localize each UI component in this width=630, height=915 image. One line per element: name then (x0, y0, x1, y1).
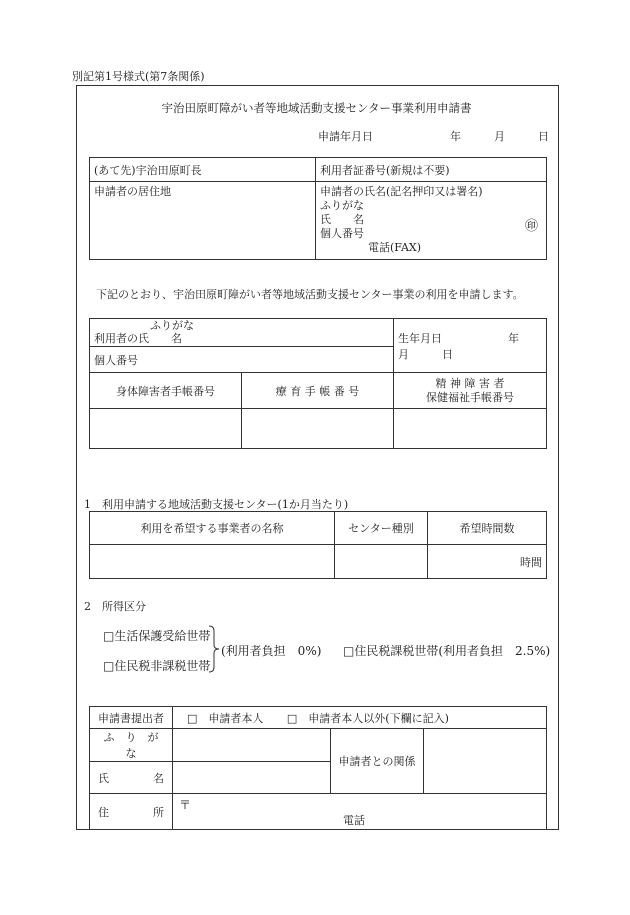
option-welfare-household[interactable]: □生活保護受給世帯 (103, 629, 211, 643)
submitter-choices (173, 707, 547, 729)
section2-heading: 2 所得区分 (84, 600, 146, 613)
user-name-label: 利用者の氏 名 (94, 332, 182, 345)
center-type-cell[interactable] (335, 545, 428, 579)
user-info-table (89, 318, 552, 449)
seal-mark: ㊞ (524, 219, 538, 234)
provider-name-cell[interactable] (90, 545, 335, 579)
section1-heading: 1 利用申請する地域活動支援センター(1か月当たり) (84, 498, 349, 511)
rehab-handbook-number-cell[interactable] (242, 409, 394, 449)
relation-label: 申請者との関係 (331, 729, 424, 794)
option-taxed-household[interactable]: □住民税課税世帯(利用者負担 2.5%) (343, 644, 551, 658)
form-title: 宇治田原町障がい者等地域活動支援センター事業利用申請書 (161, 101, 472, 115)
rehab-handbook-header: 療 育 手 帳 番 号 (242, 373, 394, 409)
bracket-shape (208, 625, 220, 673)
user-certificate-number[interactable] (316, 158, 547, 182)
option-nontaxed-household[interactable]: □住民税非課税世帯 (103, 659, 211, 673)
physical-disability-header: 身体障害者手帳番号 (90, 373, 242, 409)
user-personal-number-label: 個人番号 (94, 353, 138, 367)
submitter-address-label: 住 所 (90, 794, 173, 830)
choice-applicant-self[interactable]: □ 申請者本人 (187, 711, 264, 725)
applicant-table (89, 157, 547, 260)
form-reference: 別記第1号様式(第7条関係) (72, 70, 205, 83)
birth-date-label: 生年月日 年 月 日 (398, 331, 552, 361)
desired-hours-cell[interactable] (428, 545, 547, 579)
center-table (89, 511, 547, 579)
submitter-table (89, 706, 547, 830)
submitter-furigana-cell[interactable] (173, 729, 331, 762)
center-type-header: センター種別 (335, 512, 428, 545)
hours-unit: 時間 (520, 555, 542, 569)
applicant-name-cell[interactable] (316, 182, 547, 260)
choice-other-person[interactable]: □ 申請者本人以外(下欄に記入) (286, 711, 449, 725)
residence-cell[interactable] (90, 182, 316, 260)
relation-cell[interactable] (424, 729, 547, 794)
user-furigana-label: ふりがな (150, 319, 194, 332)
provider-name-header: 利用を希望する事業者の名称 (90, 512, 335, 545)
user-certificate-label: 利用者証番号(新規は不要) (320, 163, 450, 177)
mental-health-handbook-header (394, 373, 547, 409)
residence-label: 申請者の居住地 (94, 185, 171, 198)
submitter-address-cell[interactable] (173, 794, 547, 830)
submitter-furigana-label: ふ り が な (90, 729, 173, 762)
postal-mark: 〒 (179, 798, 192, 812)
submitter-name-cell[interactable] (173, 762, 331, 794)
phone-fax-label: 電話(FAX) (368, 241, 422, 254)
name-label: 氏 名 (320, 213, 364, 226)
mental-health-number-cell[interactable] (394, 409, 547, 449)
physical-disability-number-cell[interactable] (90, 409, 242, 449)
addressee: (あて先)宇治田原町長 (90, 158, 316, 182)
user-personal-number-cell[interactable] (90, 347, 394, 373)
burden-zero-percent: (利用者負担 0%) (221, 644, 322, 658)
furigana-label: ふりがな (320, 199, 364, 212)
applicant-name-label: 申請者の氏名(記名押印又は署名) (320, 185, 483, 198)
application-date: 申請年月日 年 月 日 (318, 130, 549, 143)
mental-header-line1: 精 神 障 害 者 (435, 376, 505, 390)
birth-date-cell[interactable] (394, 319, 552, 373)
user-name-cell[interactable] (90, 319, 394, 347)
desired-hours-header: 希望時間数 (428, 512, 547, 545)
application-statement: 下記のとおり、宇治田原町障がい者等地域活動支援センター事業の利用を申請します。 (96, 288, 524, 301)
submitter-label: 申請書提出者 (90, 707, 173, 729)
personal-number-label: 個人番号 (320, 227, 364, 240)
submitter-phone-label: 電話 (343, 814, 365, 827)
mental-header-line2: 保健福祉手帳番号 (426, 390, 514, 404)
submitter-name-label: 氏 名 (90, 762, 173, 794)
